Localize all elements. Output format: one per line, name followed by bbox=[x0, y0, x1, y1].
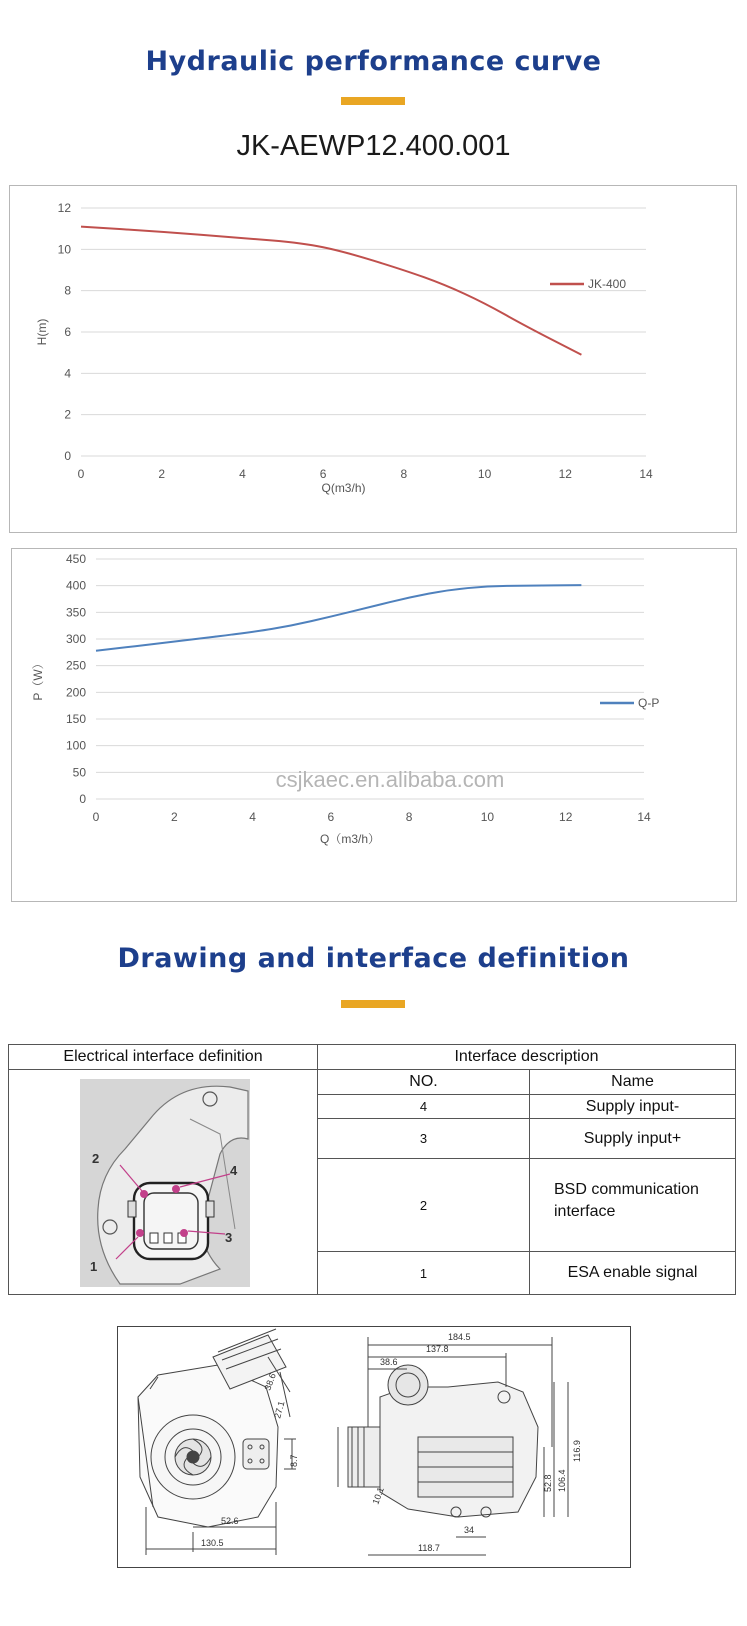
y-tick-label: 250 bbox=[65, 658, 86, 673]
section-title-drawing: Drawing and interface definition bbox=[117, 943, 630, 974]
x-tick-label: 4 bbox=[249, 810, 256, 824]
head-flow-chart bbox=[9, 185, 737, 533]
dimension-label: 27.1 bbox=[272, 1399, 287, 1420]
power-flow-chart bbox=[11, 548, 737, 902]
table-header-electrical: Electrical interface definition bbox=[8, 1044, 318, 1070]
pin-label: 1 bbox=[90, 1259, 98, 1274]
dimension-label: 10.1 bbox=[370, 1485, 386, 1506]
pin-label: 3 bbox=[225, 1230, 233, 1245]
x-tick-label: 2 bbox=[158, 467, 166, 481]
dimension-label: 52.8 bbox=[543, 1474, 553, 1492]
section-accent-bar bbox=[341, 1000, 405, 1008]
x-axis-label: Q(m3/h) bbox=[321, 481, 366, 495]
y-tick-label: 300 bbox=[65, 632, 86, 646]
y-axis-label: P（W） bbox=[31, 657, 45, 701]
pin-label: 2 bbox=[92, 1151, 100, 1166]
table-row-no: 2 bbox=[317, 1158, 530, 1252]
x-tick-label: 8 bbox=[400, 467, 408, 481]
dimension-label: 52.6 bbox=[221, 1516, 239, 1526]
dimension-label: 130.5 bbox=[201, 1538, 224, 1548]
y-tick-label: 400 bbox=[65, 578, 86, 593]
table-col-name: Name bbox=[529, 1069, 736, 1095]
x-tick-label: 12 bbox=[558, 467, 572, 481]
dimension-label: 38.6 bbox=[262, 1371, 278, 1392]
pin-label: 4 bbox=[230, 1163, 238, 1178]
series-line-q-p bbox=[96, 585, 581, 651]
table-header-description: Interface description bbox=[317, 1044, 736, 1070]
connector-image-cell bbox=[8, 1069, 318, 1295]
x-axis-label: Q（m3/h） bbox=[319, 832, 381, 846]
y-tick-label: 4 bbox=[64, 366, 71, 381]
x-tick-label: 6 bbox=[319, 467, 327, 481]
table-row-name: Supply input+ bbox=[529, 1118, 736, 1159]
y-tick-label: 450 bbox=[65, 552, 86, 566]
x-tick-label: 4 bbox=[239, 467, 246, 481]
y-tick-label: 2 bbox=[64, 407, 71, 422]
y-tick-label: 0 bbox=[79, 792, 86, 806]
x-tick-label: 2 bbox=[170, 810, 178, 824]
x-tick-label: 8 bbox=[405, 810, 413, 824]
dimension-label: 137.8 bbox=[426, 1344, 449, 1354]
model-number: JK-AEWP12.400.001 bbox=[236, 130, 511, 162]
x-tick-label: 0 bbox=[92, 810, 100, 824]
mechanical-drawing bbox=[117, 1326, 631, 1568]
y-tick-label: 10 bbox=[57, 242, 71, 257]
y-axis-label: H(m) bbox=[35, 318, 49, 346]
dimension-label: 34 bbox=[464, 1525, 475, 1535]
y-tick-label: 8 bbox=[64, 283, 71, 298]
y-tick-label: 6 bbox=[64, 325, 71, 339]
table-row-name: BSD communication interface bbox=[554, 1181, 699, 1220]
section-accent-bar bbox=[341, 97, 405, 105]
y-tick-label: 350 bbox=[65, 605, 86, 620]
table-row-name-cell bbox=[529, 1158, 736, 1252]
table-col-no: NO. bbox=[317, 1069, 530, 1095]
legend-label: Q-P bbox=[638, 696, 660, 710]
table-row-name: Supply input- bbox=[529, 1094, 736, 1119]
y-tick-label: 0 bbox=[64, 449, 71, 463]
x-tick-label: 10 bbox=[480, 810, 495, 824]
pump-dimension-drawing bbox=[118, 1327, 630, 1567]
connector-illustration bbox=[80, 1079, 250, 1287]
interface-table bbox=[8, 1044, 736, 1295]
y-tick-label: 50 bbox=[72, 765, 86, 780]
table-row-no: 4 bbox=[317, 1094, 530, 1119]
power-flow-chart-svg bbox=[12, 549, 736, 901]
x-tick-label: 14 bbox=[639, 467, 653, 481]
legend-label: JK-400 bbox=[588, 277, 627, 291]
dimension-label: 116.9 bbox=[572, 1440, 582, 1462]
section-title-hydraulic: Hydraulic performance curve bbox=[145, 46, 602, 77]
table-row-no: 1 bbox=[317, 1251, 530, 1295]
y-tick-label: 150 bbox=[65, 712, 86, 726]
dimension-label: 38.6 bbox=[380, 1357, 398, 1367]
dimension-label: 106.4 bbox=[557, 1469, 567, 1492]
x-tick-label: 14 bbox=[637, 810, 651, 824]
table-row-no: 3 bbox=[317, 1118, 530, 1159]
x-tick-label: 12 bbox=[559, 810, 573, 824]
table-row-name: ESA enable signal bbox=[529, 1251, 736, 1295]
head-flow-chart-svg bbox=[10, 186, 736, 532]
x-tick-label: 10 bbox=[477, 467, 492, 481]
dimension-label: 184.5 bbox=[448, 1332, 471, 1342]
y-tick-label: 100 bbox=[65, 738, 86, 753]
watermark: csjkaec.en.alibaba.com bbox=[275, 767, 505, 792]
dimension-label: 118.7 bbox=[418, 1543, 440, 1553]
dimension-label: 8.7 bbox=[289, 1454, 299, 1467]
y-tick-label: 12 bbox=[57, 201, 71, 215]
y-tick-label: 200 bbox=[65, 685, 86, 700]
x-tick-label: 6 bbox=[327, 810, 335, 824]
x-tick-label: 0 bbox=[77, 467, 85, 481]
